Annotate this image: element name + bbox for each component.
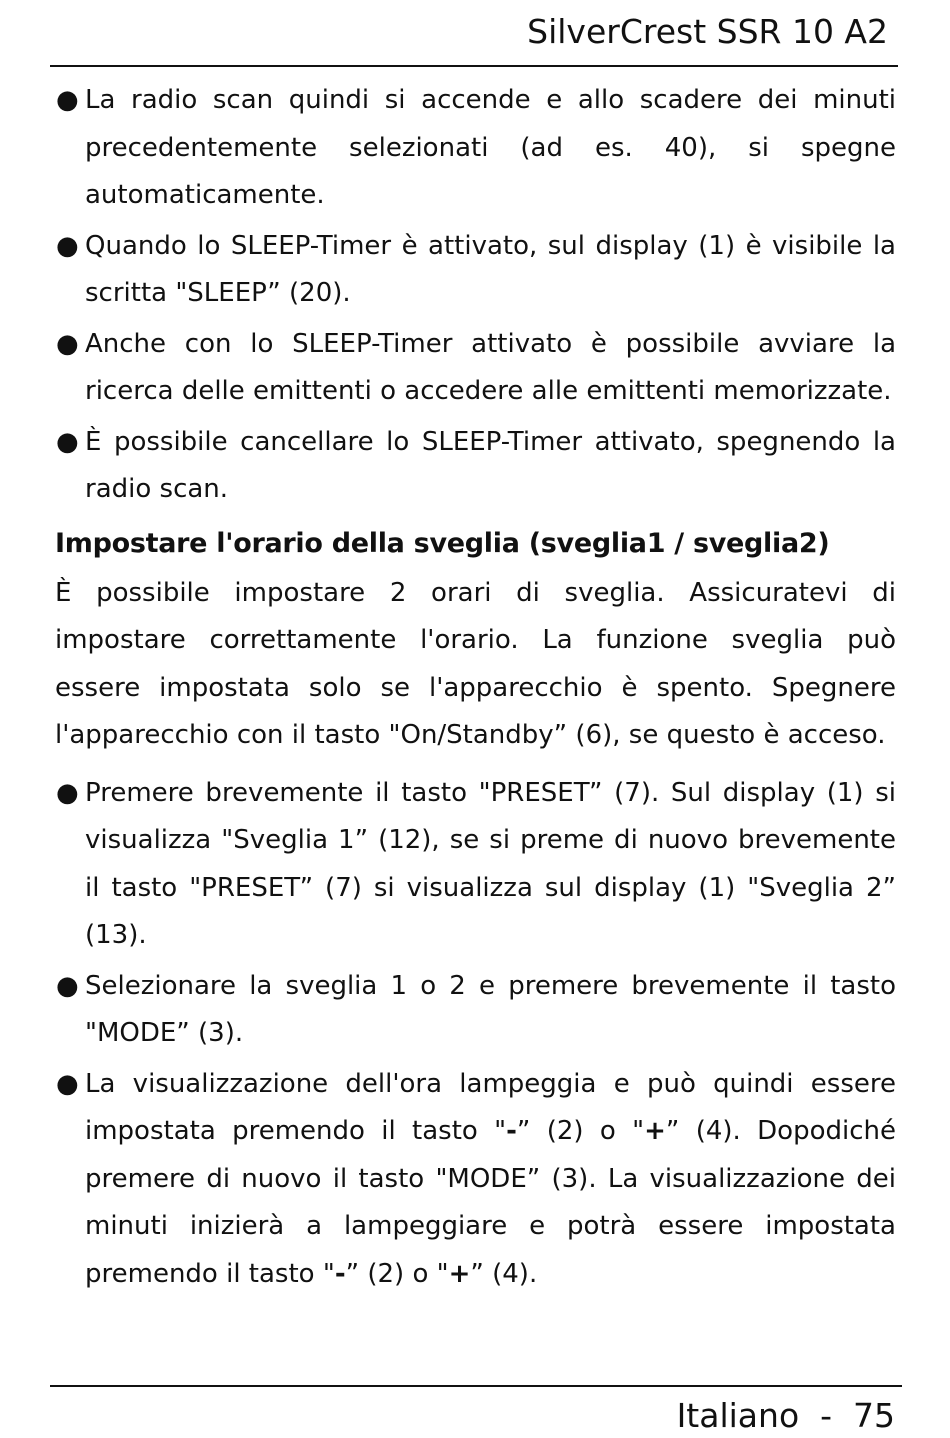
bullet-icon: ● xyxy=(56,85,79,115)
list-item xyxy=(55,419,896,514)
list-item-text: La radio scan quindi si accende e allo scadere dei minuti precedentemente selezionati (ad es. 40), si spegne automaticamente. xyxy=(85,85,896,210)
text-segment: ” (2) o " xyxy=(345,1258,449,1289)
list-item xyxy=(55,321,896,416)
plus-key-label: + xyxy=(448,1258,471,1289)
section-paragraph: È possibile impostare 2 orari di sveglia. Assicuratevi di impostare correttamente l'orario. La funzione sveglia può essere impostata solo se l'apparecchio è spento. Spegnere l'apparecchio con il tasto "On/Standby” (6), se questo è acceso. xyxy=(55,577,896,750)
list-item-text xyxy=(85,1069,896,1289)
list-item xyxy=(55,223,896,318)
minus-key-label: - xyxy=(334,1258,346,1289)
bullet-list-top xyxy=(55,77,896,514)
plus-key-label: + xyxy=(644,1116,666,1146)
bullet-icon: ● xyxy=(56,230,79,261)
list-item xyxy=(55,1061,896,1299)
bullet-icon: ● xyxy=(56,777,79,808)
header-divider xyxy=(50,65,898,67)
bullet-icon: ● xyxy=(56,1068,79,1099)
text-segment: ” (4). Dopodiché premere di nuovo il tasto "MODE” (3). La visualizzazione dei minuti inizierà a lampeggiare e potrà essere impostata premendo il tasto " xyxy=(85,1116,896,1289)
bullet-icon: ● xyxy=(56,426,79,457)
bullet-list-bottom xyxy=(55,770,896,1299)
list-item xyxy=(55,963,896,1058)
list-item xyxy=(55,770,896,960)
list-item xyxy=(55,77,896,220)
list-item-text: Selezionare la sveglia 1 o 2 e premere brevemente il tasto "MODE” (3). xyxy=(85,970,896,1048)
section-heading: Impostare l'orario della sveglia (sveglia1 / sveglia2) xyxy=(55,527,830,559)
minus-key-label: - xyxy=(506,1116,517,1146)
list-item-text: Quando lo SLEEP-Timer è attivato, sul display (1) è visibile la scritta "SLEEP” (20). xyxy=(85,230,896,308)
header-title: SilverCrest SSR 10 A2 xyxy=(527,12,888,51)
page-number: Italiano - 75 xyxy=(676,1396,895,1435)
footer-divider xyxy=(50,1385,902,1387)
text-segment: La visualizzazione dell'ora lampeggia e può quindi essere impostata premendo il tasto " xyxy=(85,1068,896,1146)
text-segment: ” (2) o " xyxy=(516,1116,645,1146)
bullet-icon: ● xyxy=(56,970,79,1001)
list-item-text: Anche con lo SLEEP-Timer attivato è possibile avviare la ricerca delle emittenti o accedere alle emittenti memorizzate. xyxy=(85,328,896,406)
page-content xyxy=(55,77,896,1301)
list-item-text: Premere brevemente il tasto "PRESET” (7). Sul display (1) si visualizza "Sveglia 1” (12), se si preme di nuovo brevemente il tasto "PRESET” (7) si visualizza sul display (1) "Sveglia 2” (13). xyxy=(85,777,896,950)
list-item-text: È possibile cancellare lo SLEEP-Timer attivato, spegnendo la radio scan. xyxy=(85,426,896,504)
bullet-icon: ● xyxy=(56,328,79,359)
text-segment: ” (4). xyxy=(470,1258,538,1289)
